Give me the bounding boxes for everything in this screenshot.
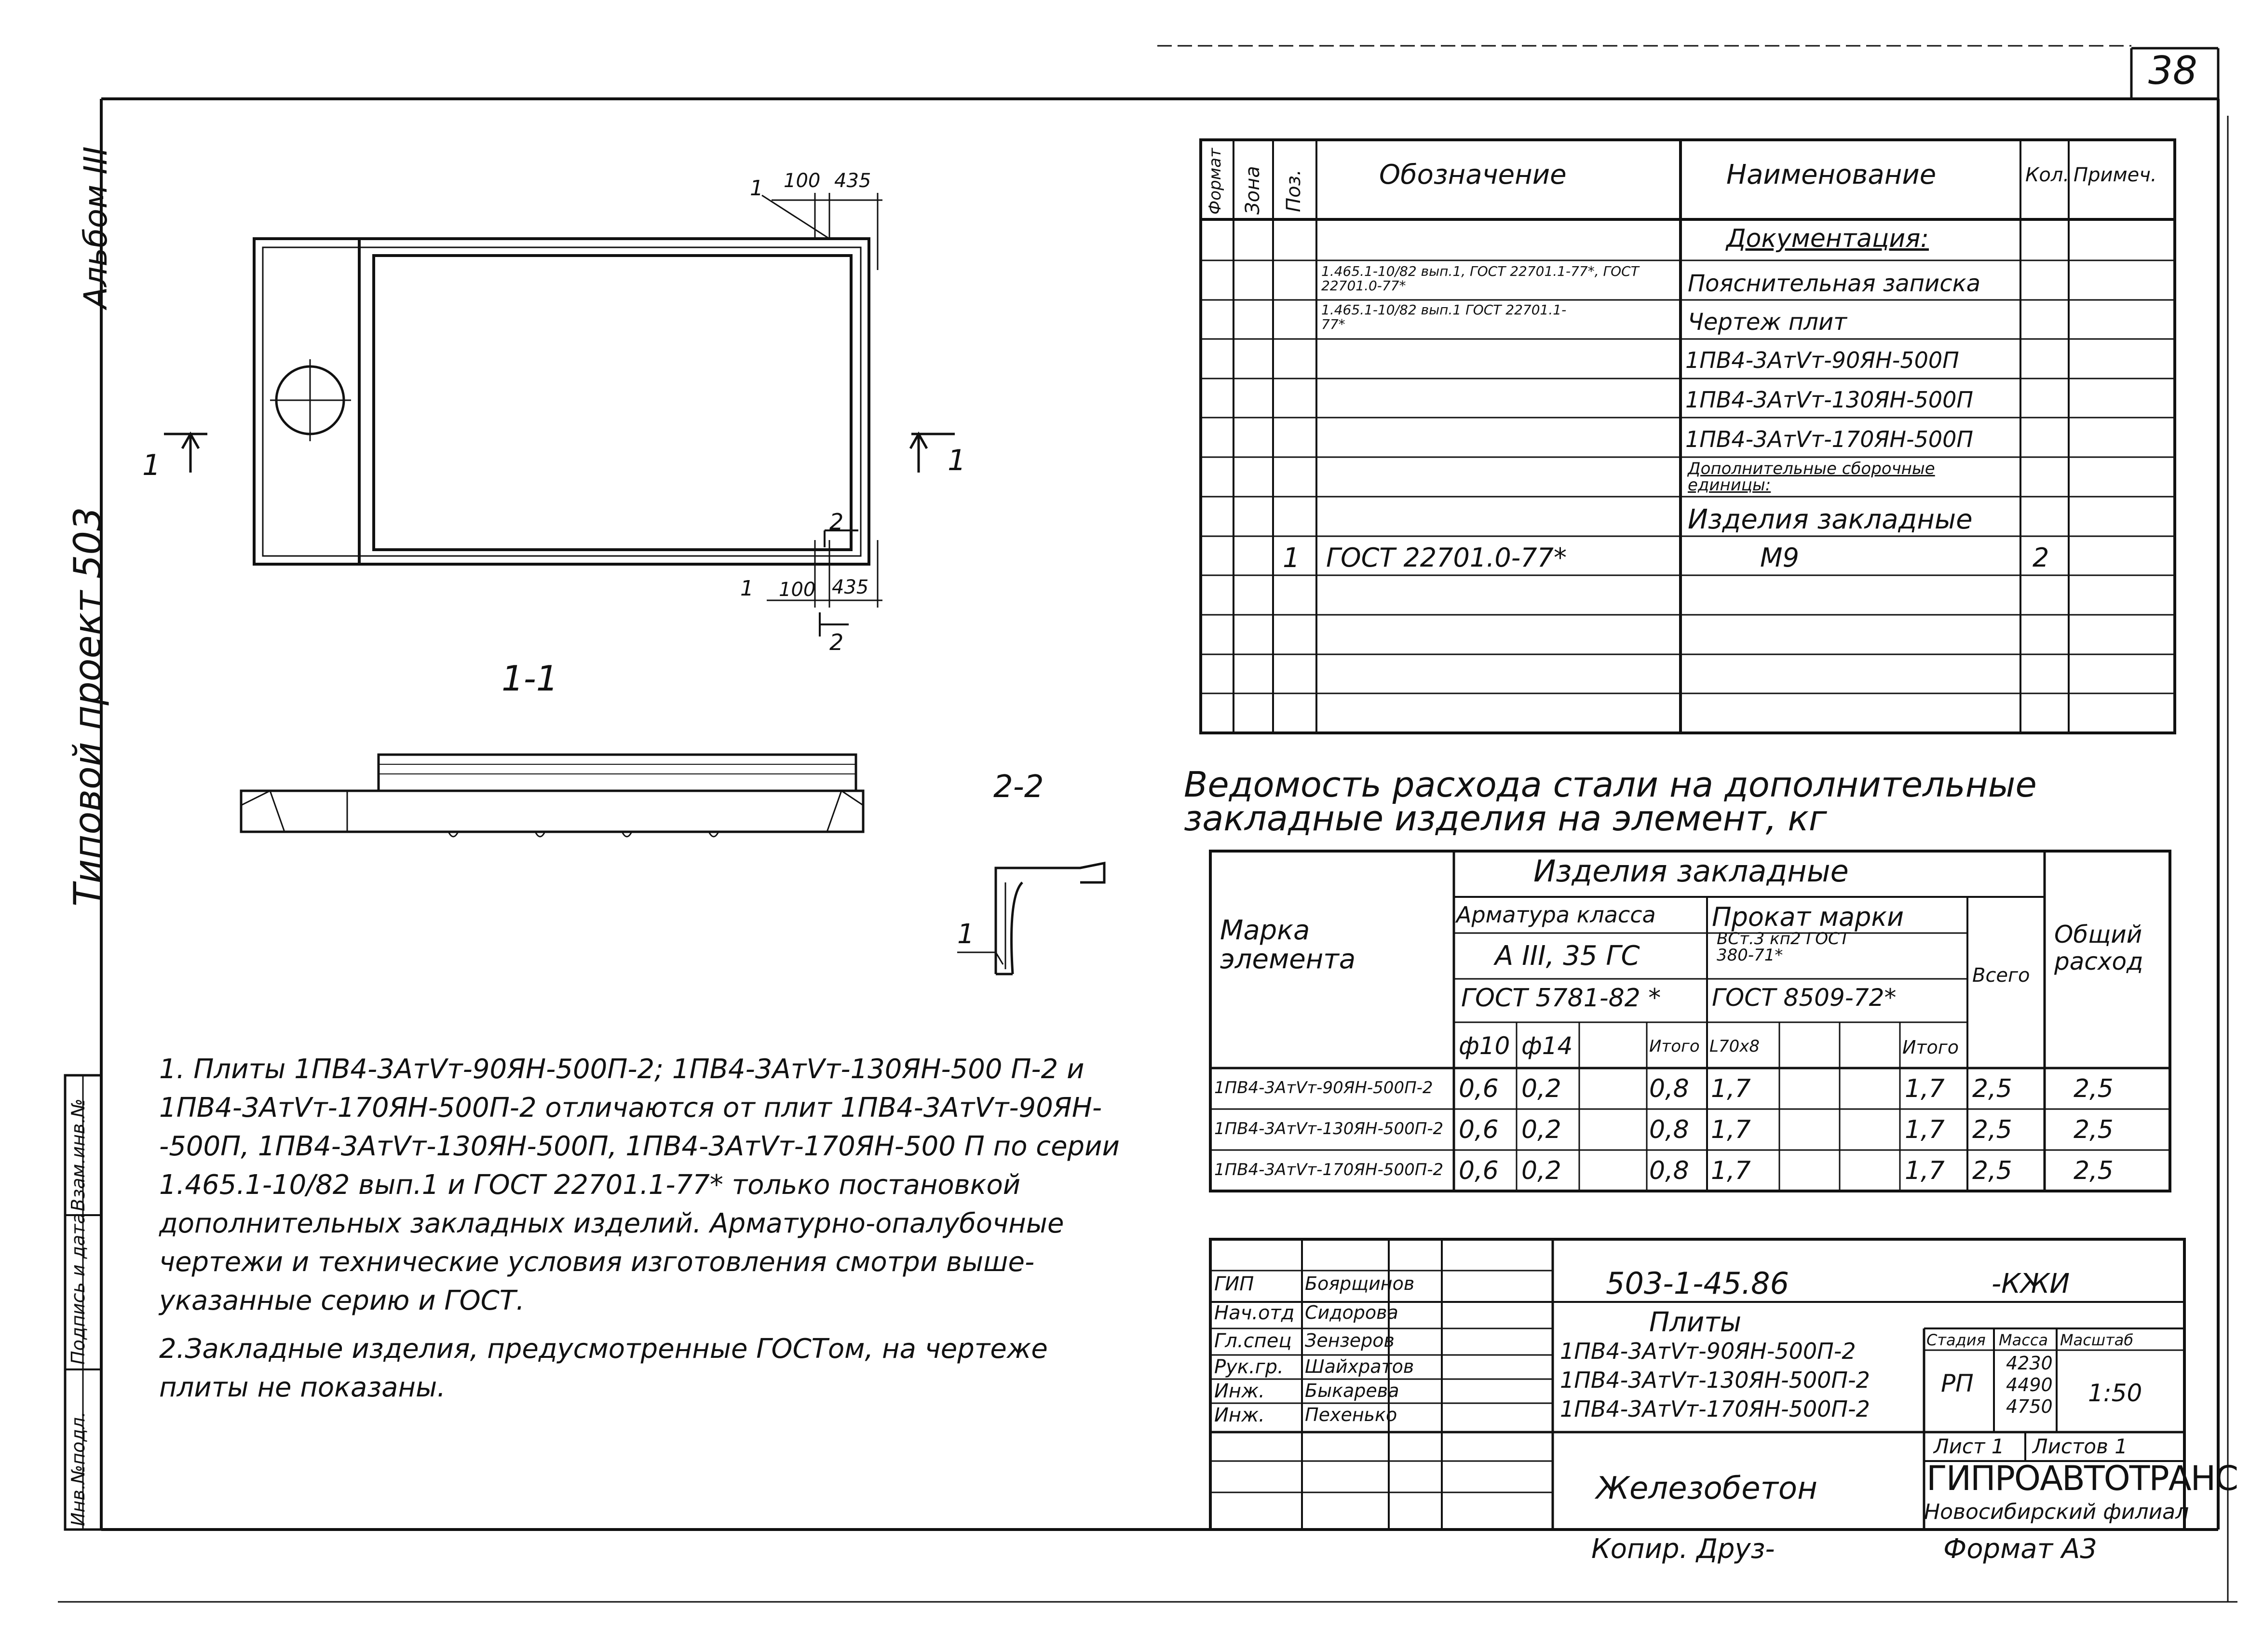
album-label: Альбом III bbox=[77, 146, 114, 309]
tb-scale-label: Масштаб bbox=[2060, 1331, 2134, 1349]
dim-bottom-435: 435 bbox=[832, 576, 869, 598]
spec-h-name: Наименование bbox=[1726, 159, 1937, 190]
steel-row-value: 0,8 bbox=[1649, 1156, 1689, 1185]
note-line: 2.Закладные изделия, предусмотренные ГОСТом, на чертеже bbox=[159, 1333, 1048, 1365]
tb-person-name: Шайхратов bbox=[1305, 1356, 1414, 1377]
dim-bottom-100: 100 bbox=[779, 579, 816, 601]
section-mark-left: 1 bbox=[142, 448, 161, 482]
steel-col-f14: ф14 bbox=[1521, 1032, 1573, 1060]
spec-name-3: 1ПВ4-3АтVт-90ЯН-500П bbox=[1685, 347, 1959, 373]
steel-h-mark: Марка элемента bbox=[1220, 915, 1356, 975]
spec-name-4: 1ПВ4-3АтVт-130ЯН-500П bbox=[1685, 387, 1974, 413]
tb-title: Плиты bbox=[1649, 1307, 1742, 1338]
tb-name-1: 1ПВ4-3АтVт-90ЯН-500П-2 bbox=[1560, 1338, 1856, 1364]
steel-row-mark: 1ПВ4-3АтVт-170ЯН-500П-2 bbox=[1214, 1160, 1444, 1179]
steel-row-value: 1,7 bbox=[1905, 1074, 1945, 1103]
spec-h-zone: Зона bbox=[1242, 166, 1264, 215]
steel-row-value: 1,7 bbox=[1905, 1156, 1945, 1185]
spec-oboz-2: 1.465.1-10/82 вып.1 ГОСТ 22701.1-77* bbox=[1321, 302, 1567, 332]
tb-sheets: Листов 1 bbox=[2033, 1435, 2128, 1458]
project-label: Типовой проект 503 bbox=[67, 507, 110, 907]
note-line: 1ПВ4-3АтVт-170ЯН-500П-2 отличаются от плит 1ПВ4-3АтVт-90ЯН- bbox=[159, 1092, 1102, 1124]
section-2-2-callout: 1 bbox=[957, 919, 975, 950]
tb-person-name: Боярщинов bbox=[1305, 1273, 1415, 1294]
tb-sheet: Лист 1 bbox=[1934, 1435, 2005, 1458]
tb-mass-1: 4230 bbox=[2006, 1353, 2053, 1374]
steel-row-value: 2,5 bbox=[2074, 1115, 2114, 1144]
note-line: дополнительных закладных изделий. Арматурно-опалубочные bbox=[159, 1208, 1064, 1239]
steel-col-l70: L70х8 bbox=[1709, 1037, 1760, 1056]
steel-h-total: Всего bbox=[1972, 964, 2030, 987]
tb-person-name: Зензеров bbox=[1305, 1330, 1395, 1351]
spec-h-qty: Кол. bbox=[2025, 164, 2070, 186]
steel-h-izd: Изделия закладные bbox=[1533, 853, 1849, 889]
steel-row-value: 0,6 bbox=[1459, 1074, 1499, 1103]
spec-name-5: 1ПВ4-3АтVт-170ЯН-500П bbox=[1685, 426, 1974, 452]
section-2-2-title: 2-2 bbox=[993, 769, 1044, 805]
steel-row-value: 2,5 bbox=[1972, 1156, 2012, 1185]
tb-branch: Новосибирский филиал bbox=[1924, 1500, 2189, 1524]
spec-oboz-8: ГОСТ 22701.0-77* bbox=[1326, 542, 1567, 573]
steel-row-value: 0,6 bbox=[1459, 1156, 1499, 1185]
spec-name-7: Изделия закладные bbox=[1688, 504, 1973, 535]
tb-role: Инж. bbox=[1214, 1404, 1265, 1426]
steel-row-value: 2,5 bbox=[2074, 1156, 2114, 1185]
steel-row-value: 0,8 bbox=[1649, 1115, 1689, 1144]
steel-row-value: 0,2 bbox=[1521, 1074, 1561, 1103]
stamp-sign-label: Подпись и дата bbox=[68, 1213, 89, 1365]
steel-row-value: 0,6 bbox=[1459, 1115, 1499, 1144]
tb-person-name: Пехенько bbox=[1305, 1404, 1397, 1425]
steel-h-armatura: Арматура класса bbox=[1456, 902, 1656, 928]
spec-name-2: Чертеж плит bbox=[1688, 309, 1847, 336]
note-line: -500П, 1ПВ4-3АтVт-130ЯН-500П, 1ПВ4-3АтVт-170ЯН-500 П по серии bbox=[159, 1131, 1120, 1162]
dim-top-100: 100 bbox=[784, 170, 821, 192]
steel-row-value: 1,7 bbox=[1711, 1115, 1751, 1144]
spec-h-oboz: Обозначение bbox=[1379, 159, 1567, 190]
steel-title-line2: закладные изделия на элемент, кг bbox=[1184, 798, 1827, 839]
steel-h-prokat-sub: ВСт.3 кп2 ГОСТ 380-71* bbox=[1717, 929, 1850, 965]
steel-h-prokat-gost: ГОСТ 8509-72* bbox=[1712, 984, 1897, 1012]
steel-row-value: 1,7 bbox=[1905, 1115, 1945, 1144]
tb-format: Формат А3 bbox=[1943, 1533, 2097, 1565]
steel-row-mark: 1ПВ4-3АтVт-90ЯН-500П-2 bbox=[1214, 1078, 1433, 1097]
spec-name-8: М9 bbox=[1760, 542, 1799, 573]
steel-table-grid bbox=[1210, 851, 2170, 1191]
dim-top-mark: 1 bbox=[750, 176, 763, 201]
stamp-inv-label: Инв.№подл. bbox=[68, 1411, 89, 1526]
plan-view bbox=[164, 193, 955, 636]
note-line: 1.465.1-10/82 вып.1 и ГОСТ 22701.1-77* только постановкой bbox=[159, 1169, 1021, 1201]
spec-name-6: Дополнительные сборочные единицы: bbox=[1688, 459, 1935, 495]
tb-copy: Копир. Друз- bbox=[1591, 1533, 1775, 1565]
tb-org: ГИПРОАВТОТРАНС bbox=[1926, 1459, 2238, 1498]
tb-role: Инж. bbox=[1214, 1380, 1265, 1402]
steel-row-value: 1,7 bbox=[1711, 1156, 1751, 1185]
tb-role: Рук.гр. bbox=[1214, 1356, 1284, 1378]
dim-top-435: 435 bbox=[834, 170, 871, 192]
tb-material: Железобетон bbox=[1596, 1471, 1817, 1506]
steel-title-line1: Ведомость расхода стали на дополнительные bbox=[1184, 764, 2037, 805]
note-line: плиты не показаны. bbox=[159, 1372, 446, 1403]
steel-row-value: 2,5 bbox=[1972, 1115, 2012, 1144]
steel-row-value: 1,7 bbox=[1711, 1074, 1751, 1103]
tb-role: Нач.отд bbox=[1214, 1302, 1295, 1324]
steel-col-total-prok: Итого bbox=[1902, 1037, 1959, 1058]
tb-stage-label: Стадия bbox=[1926, 1331, 1986, 1349]
tb-name-3: 1ПВ4-3АтVт-170ЯН-500П-2 bbox=[1560, 1396, 1870, 1422]
tb-role: Гл.спец bbox=[1214, 1330, 1292, 1352]
section-2-2-view bbox=[957, 863, 1104, 974]
spec-name-doc: Документация: bbox=[1726, 224, 1929, 253]
tb-mass-label: Масса bbox=[1999, 1331, 2048, 1349]
tb-scale: 1:50 bbox=[2088, 1379, 2142, 1407]
stamp-replace-label: Взам.инв.№ bbox=[68, 1098, 89, 1211]
tb-mass-2: 4490 bbox=[2006, 1374, 2053, 1395]
steel-h-armatura-gost: ГОСТ 5781-82 * bbox=[1461, 984, 1661, 1013]
steel-h-common: Общий расход bbox=[2054, 921, 2143, 975]
spec-qty-8: 2 bbox=[2033, 542, 2049, 573]
sheet-number: 38 bbox=[2148, 48, 2197, 93]
spec-oboz-1: 1.465.1-10/82 вып.1, ГОСТ 22701.1-77*, ГОСТ 22701.0-77* bbox=[1321, 263, 1639, 294]
spec-name-1: Пояснительная записка bbox=[1688, 270, 1981, 297]
steel-col-f10: ф10 bbox=[1459, 1032, 1510, 1060]
section-2-mark-bottom: 2 bbox=[829, 629, 844, 655]
section-1-1-view bbox=[241, 755, 863, 837]
steel-row-mark: 1ПВ4-3АтVт-130ЯН-500П-2 bbox=[1214, 1119, 1444, 1138]
steel-row-value: 0,2 bbox=[1521, 1115, 1561, 1144]
spec-h-format: Формат bbox=[1206, 148, 1225, 215]
tb-person-name: Сидорова bbox=[1305, 1302, 1398, 1323]
steel-row-value: 2,5 bbox=[1972, 1074, 2012, 1103]
section-mark-right: 1 bbox=[948, 444, 966, 477]
steel-row-value: 0,8 bbox=[1649, 1074, 1689, 1103]
spec-h-pos: Поз. bbox=[1283, 169, 1305, 212]
steel-row-value: 0,2 bbox=[1521, 1156, 1561, 1185]
note-line: чертежи и технические условия изготовления смотри выше- bbox=[159, 1246, 1035, 1278]
dim-bottom-mark: 1 bbox=[740, 576, 754, 601]
tb-doc-code: 503-1-45.86 bbox=[1606, 1266, 1789, 1301]
steel-h-prokat: Прокат марки bbox=[1712, 902, 1904, 932]
spec-pos-8: 1 bbox=[1283, 542, 1300, 574]
tb-doc-suffix: -КЖИ bbox=[1992, 1268, 2070, 1300]
note-line: 1. Плиты 1ПВ4-3АтVт-90ЯН-500П-2; 1ПВ4-3АтVт-130ЯН-500 П-2 и bbox=[159, 1054, 1084, 1085]
tb-stage: РП bbox=[1941, 1369, 1974, 1397]
note-line: указанные серию и ГОСТ. bbox=[159, 1285, 525, 1316]
steel-col-total-arm: Итого bbox=[1649, 1037, 1700, 1056]
tb-mass-3: 4750 bbox=[2006, 1396, 2053, 1417]
spec-h-note: Примеч. bbox=[2074, 164, 2157, 186]
section-1-1-title: 1-1 bbox=[502, 658, 558, 699]
tb-person-name: Быкарева bbox=[1305, 1380, 1399, 1401]
steel-h-armatura-sub: А III, 35 ГС bbox=[1495, 940, 1640, 972]
tb-name-2: 1ПВ4-3АтVт-130ЯН-500П-2 bbox=[1560, 1367, 1870, 1393]
tb-role: ГИП bbox=[1214, 1273, 1254, 1295]
section-2-mark-top: 2 bbox=[829, 509, 844, 535]
steel-row-value: 2,5 bbox=[2074, 1074, 2114, 1103]
